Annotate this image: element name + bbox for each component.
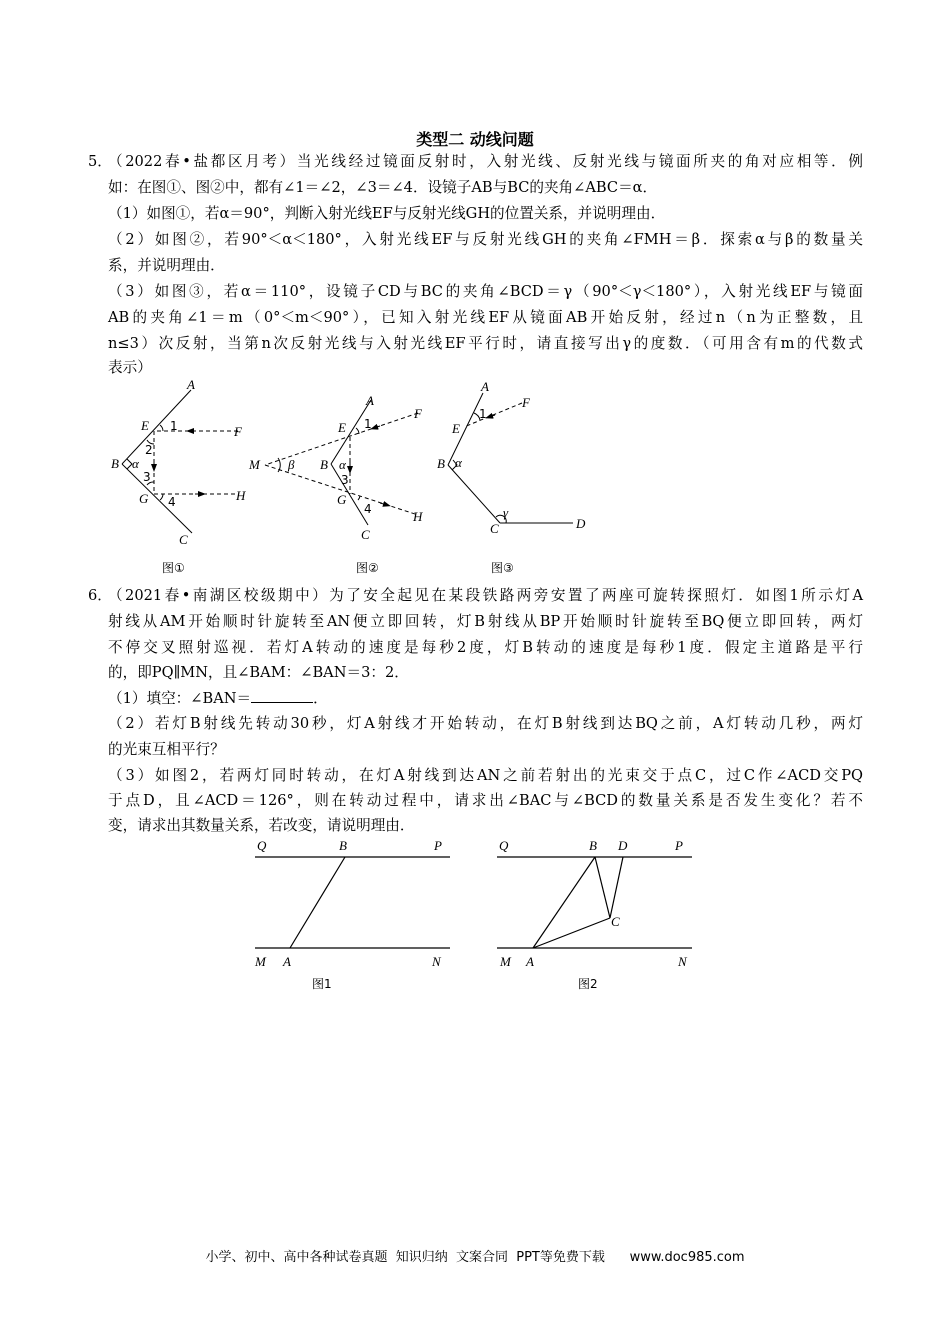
q6-line: 射线从AM开始顺时针旋转至AN便立即回转，灯B射线从BP开始顺时针旋转至BQ便立即回转，两灯 (108, 613, 863, 630)
figure-label: B (111, 456, 119, 471)
footer-text: 小学、初中、高中各种试卷真题 知识归纳 文案合同 PPT等免费下载 www.doc985.com (205, 1250, 745, 1265)
q5-figure-1-labels (111, 377, 246, 575)
figure-label: H (236, 488, 246, 503)
q6-part1 (108, 688, 328, 709)
section-title: 类型二 动线问题 (416, 130, 534, 149)
figure-label: F (522, 395, 530, 410)
figure-label: E (141, 418, 149, 433)
figure-label: B (320, 457, 328, 472)
figure-label: 4 (364, 502, 372, 516)
figure-label: E (338, 420, 346, 435)
figure-label: 3 (341, 473, 349, 487)
q6-line: 的，即PQ∥MN，且∠BAM：∠BAN＝3：2． (108, 664, 409, 681)
figure-label: α (132, 456, 139, 471)
q5-figure-1 (122, 390, 238, 533)
figure-label: C (490, 521, 499, 536)
q5-line: 如：在图①、图②中，都有∠1＝∠2，∠3＝∠4．设镜子AB与BC的夹角∠ABC＝α． (108, 179, 658, 196)
figure-label: B (339, 838, 347, 853)
q6-number: 6． (88, 587, 112, 604)
figure-label: G (139, 491, 149, 506)
figure-label: A (481, 379, 489, 394)
figure-label: D (618, 838, 628, 853)
q5-line: 系，并说明理由． (108, 257, 225, 274)
figure-label: Q (257, 838, 267, 853)
figure-label: α (339, 457, 346, 472)
figure-label: F (234, 424, 242, 439)
figure-label: P (675, 838, 683, 853)
figure-label: G (337, 492, 347, 507)
q6-line: 的光束互相平行？ (108, 741, 225, 758)
figure-label: 图1 (312, 977, 332, 991)
q5-line: AB的夹角∠1＝m（0°＜m＜90°），已知入射光线EF从镜面AB开始反射，经过n（n为正整数，且 (108, 309, 863, 326)
figure-label: C (361, 527, 370, 542)
figure-label: γ (503, 505, 509, 520)
figure-label: M (500, 954, 511, 969)
figure-label: A (187, 377, 195, 392)
q5-line: 表示） (108, 359, 152, 376)
figure-label: β (288, 457, 295, 472)
figure-label: P (434, 838, 442, 853)
q6-figure-1 (255, 857, 450, 948)
q6-line: 不停交叉照射巡视．若灯A转动的速度是每秒2度，灯B转动的速度是每秒1度．假定主道路是平行 (108, 639, 863, 656)
q6-part1-prefix: （1）填空：∠BAN＝ (108, 690, 252, 707)
q5-line: （2022春•盐都区月考）当光线经过镜面反射时，入射光线、反射光线与镜面所夹的角对应相等．例 (108, 153, 863, 170)
figure-label: D (576, 516, 586, 531)
q6-figure-2 (497, 857, 692, 948)
q6-line: （3）如图2，若两灯同时转动，在灯A射线到达AN之前若射出的光束交于点C，过C作∠ACD交PQ (108, 767, 863, 784)
q6-line: 于点D，且∠ACD＝126°，则在转动过程中，请求出∠BAC与∠BCD的数量关系是否发生变化？若不 (108, 792, 863, 809)
figure-label: 1 (170, 419, 178, 433)
figure-label: F (414, 406, 422, 421)
q6-part1-suffix: ． (313, 690, 328, 707)
figure-label: E (452, 421, 460, 436)
figure-label: B (589, 838, 597, 853)
figure-label: 4 (168, 495, 176, 509)
q5-line: （2）如图②，若90°＜α＜180°，入射光线EF与反射光线GH的夹角∠FMH＝β．探索α与β的数量关 (108, 231, 863, 248)
figure-label: 图① (162, 561, 185, 575)
figure-label: α (455, 455, 462, 470)
figure-label: N (432, 954, 441, 969)
q6-figure-2-labels (499, 838, 688, 991)
q5-line: （1）如图①，若α＝90°，判断入射光线EF与反射光线GH的位置关系，并说明理由． (108, 205, 666, 222)
figure-label: A (526, 954, 534, 969)
figure-label: H (413, 509, 423, 524)
figure-label: 1 (479, 407, 487, 421)
q6-figure-1-labels (254, 838, 442, 991)
figure-label: M (249, 457, 260, 472)
figure-label: 1 (364, 417, 372, 431)
figure-label: A (283, 954, 291, 969)
figure-label: N (678, 954, 687, 969)
q5-number: 5． (88, 153, 112, 170)
figure-label: 图② (356, 561, 379, 575)
figure-label: 图③ (491, 561, 514, 575)
q5-line: （3）如图③，若α＝110°，设镜子CD与BC的夹角∠BCD＝γ（90°＜γ＜180°），入射光线EF与镜面 (108, 283, 863, 300)
figure-label: M (255, 954, 266, 969)
q5-line: n≤3）次反射，当第n次反射光线与入射光线EF平行时，请直接写出γ的度数．（可用含有m的代数式 (108, 335, 863, 352)
figure-label: A (366, 393, 374, 408)
q6-line: （2021春•南湖区校级期中）为了安全起见在某段铁路两旁安置了两座可旋转探照灯．如图1所示灯A (108, 587, 863, 604)
q6-line: （2）若灯B射线先转动30秒，灯A射线才开始转动，在灯B射线到达BQ之前，A灯转动几秒，两灯 (108, 715, 863, 732)
figure-label: B (437, 456, 445, 471)
q6-line: 变，请求出其数量关系，若改变，请说明理由． (108, 817, 415, 834)
figure-label: 图2 (578, 977, 598, 991)
answer-blank (251, 688, 313, 703)
figure-label: 2 (145, 443, 153, 457)
figure-label: C (611, 914, 620, 929)
q5-figure-3 (448, 393, 573, 523)
figure-label: C (179, 532, 188, 547)
figure-label: 3 (143, 470, 151, 484)
figure-label: Q (499, 838, 509, 853)
